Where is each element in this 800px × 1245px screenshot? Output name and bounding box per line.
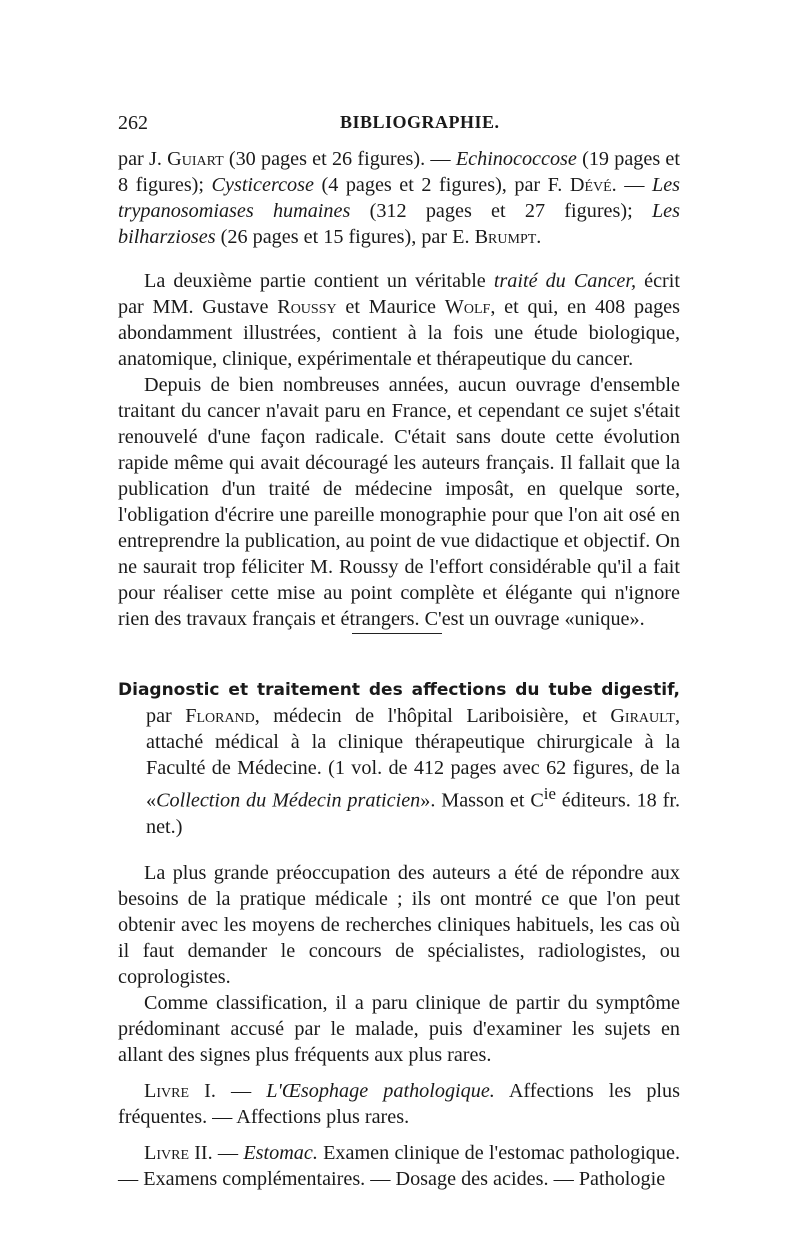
author-name: Florand	[185, 705, 255, 727]
page-number: 262	[118, 112, 148, 134]
review-paragraph: Comme classification, il a paru clinique de partir du symptôme prédominant accusé par le malade, puis d'examiner les sujets en allant des signes plus fréquents aux plus rares.	[118, 991, 680, 1066]
author-name: Roussy	[277, 296, 337, 318]
chapter-title: Estomac.	[243, 1141, 318, 1164]
book-title: Diagnostic et traitement des affections du tube digestif,	[118, 680, 680, 700]
section-cancer-review	[118, 146, 680, 632]
author-name: Guiart	[167, 148, 224, 170]
livre-2-entry: Livre II. — Estomac. Examen clinique de l'estomac pathologique. — Examens complémentaires. — Dosage des acides. — Pathologie	[118, 1141, 680, 1190]
running-title: BIBLIOGRAPHIE.	[340, 112, 500, 132]
author-name: Wolf	[444, 296, 491, 318]
livre-1-entry: Livre I. — L'Œsophage pathologique. Affections les plus fréquentes. — Affections plus rares.	[118, 1079, 680, 1128]
cancer-paragraph: La deuxième partie contient un véritable traité du Cancer, écrit par MM. Gustave Roussy et Maurice Wolf, et qui, en 408 pages abondamment illustrées, contient à la fois une étude biologique, anatomique, clinique, expérimentale et thérapeutique du cancer.	[118, 270, 680, 370]
chapter-title: L'Œsophage pathologique.	[266, 1079, 495, 1102]
work-title: traité du Cancer,	[493, 270, 637, 292]
section-divider	[352, 633, 442, 634]
page-header	[118, 112, 678, 140]
work-title: Echinococcose	[455, 148, 577, 170]
contributors-paragraph: par J. Guiart (30 pages et 26 figures). — Echinococcose (19 pages et 8 figures); Cysticercose (4 pages et 2 figures), par F. Dévé. — Les trypanosomiases humaines (312 pages et 27 figures); Les bilharzioses (26 pages et 15 figures), par E. Brumpt.	[118, 148, 681, 248]
section-digestive-review	[118, 676, 680, 1192]
author-name: Brumpt	[474, 226, 537, 248]
book-entry: Diagnostic et traitement des affections du tube digestif, par Florand, médecin de l'hôpital Lariboisière, et Girault, attaché médical à la clinique thérapeutique chirurgicale à la Faculté de Médecine. (1 vol. de 412 pages avec 62 figures, de la «Collection du Médecin praticien». Masson et $C^{ie}$ éditeurs. 18 fr. net.)	[118, 680, 681, 838]
collection-title: Collection du Médecin praticien	[156, 789, 421, 812]
work-title: Les bilharzioses	[118, 200, 680, 248]
review-paragraph: La plus grande préoccupation des auteurs a été de répondre aux besoins de la pratique médicale ; ils ont montré ce que l'on peut obtenir avec les moyens de recherches cliniques habituels, les cas où il faut demander le concours de spécialistes, radiologistes, ou coprologistes.	[118, 861, 680, 988]
work-title: Les trypanosomiases humaines	[118, 174, 681, 222]
work-title: Cysticercose	[211, 174, 314, 196]
author-name: Dévé	[569, 174, 612, 196]
author-name: Girault	[610, 705, 675, 727]
cancer-paragraph-2: Depuis de bien nombreuses années, aucun ouvrage d'ensemble traitant du cancer n'avait paru en France, et cependant ce sujet s'était renouvelé d'une façon radicale. C'était sans doute cette évolution rapide même qui avait découragé les auteurs français. Il fallait que la publication d'un traité de médecine imposât, en quelque sorte, l'obligation d'écrire une pareille monographie pour que l'on ait osé en entreprendre la publication, au point de vue didactique et objectif. On ne saurait trop féliciter M. Roussy de l'effort considérable qu'il a fait pour réaliser cette mise au point complète et élégante qui n'ignore rien des travaux français et étrangers. C'est un ouvrage «unique».	[118, 374, 680, 630]
